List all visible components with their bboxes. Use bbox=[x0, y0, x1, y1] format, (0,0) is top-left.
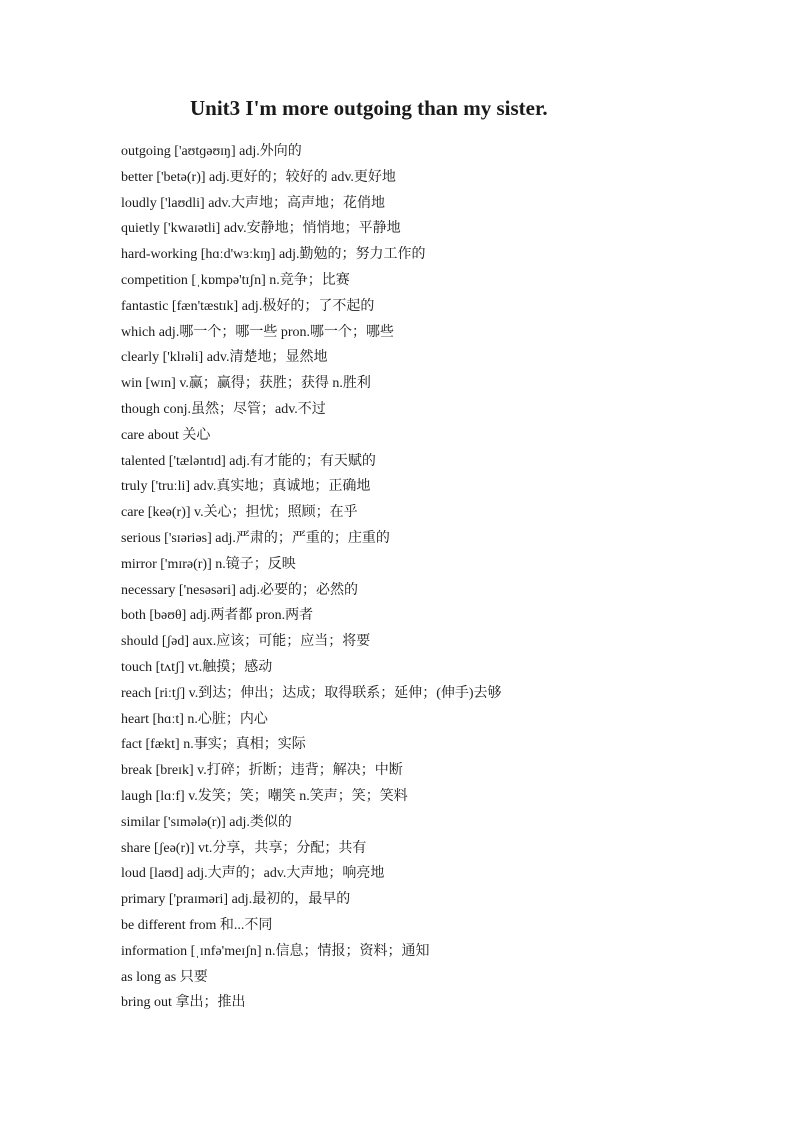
vocabulary-entry: which adj.哪一个；哪一些 pron.哪一个；哪些 bbox=[121, 324, 394, 340]
vocabulary-entry: win [wɪn] v.赢；赢得；获胜；获得 n.胜利 bbox=[121, 376, 371, 392]
vocabulary-list bbox=[121, 142, 502, 1019]
page-title: Unit3 I'm more outgoing than my sister. bbox=[190, 96, 548, 120]
vocabulary-entry: quietly ['kwaɪətli] adv.安静地；悄悄地；平静地 bbox=[121, 221, 401, 237]
vocabulary-entry: hard-working [hɑːd'wɜːkɪŋ] adj.勤勉的；努力工作的 bbox=[121, 247, 426, 263]
vocabulary-entry: outgoing ['aʊtɡəʊɪŋ] adj.外向的 bbox=[121, 144, 302, 159]
vocabulary-entry: fact [fækt] n.事实；真相；实际 bbox=[121, 737, 306, 753]
vocabulary-entry: be different from 和...不同 bbox=[121, 917, 273, 933]
vocabulary-entry: loud [laʊd] adj.大声的；adv.大声地；响亮地 bbox=[121, 866, 385, 882]
vocabulary-entry: care about 关心 bbox=[121, 427, 211, 443]
vocabulary-entry: information [ˌɪnfə'meɪʃn] n.信息；情报；资料；通知 bbox=[121, 943, 430, 959]
vocabulary-entry: break [breɪk] v.打碎；折断；违背；解决；中断 bbox=[121, 763, 403, 779]
vocabulary-entry: similar ['sɪmələ(r)] adj.类似的 bbox=[121, 814, 292, 830]
vocabulary-entry: serious ['sɪəriəs] adj.严肃的；严重的；庄重的 bbox=[121, 530, 390, 546]
vocabulary-entry: loudly ['laʊdli] adv.大声地；高声地；花俏地 bbox=[121, 195, 385, 211]
vocabulary-entry: fantastic [fæn'tæstɪk] adj.极好的；了不起的 bbox=[121, 298, 375, 314]
vocabulary-entry: as long as 只要 bbox=[121, 969, 208, 985]
vocabulary-entry: primary ['praɪməri] adj.最初的，最早的 bbox=[121, 892, 351, 908]
vocabulary-entry: though conj.虽然；尽管；adv.不过 bbox=[121, 401, 326, 417]
vocabulary-entry: bring out 拿出；推出 bbox=[121, 995, 246, 1011]
vocabulary-entry: heart [hɑːt] n.心脏；内心 bbox=[121, 711, 268, 727]
vocabulary-entry: both [bəʊθ] adj.两者都 pron.两者 bbox=[121, 608, 314, 624]
vocabulary-entry: competition [ˌkɒmpə'tɪʃn] n.竞争；比赛 bbox=[121, 272, 350, 288]
vocabulary-entry: reach [riːtʃ] v.到达；伸出；达成；取得联系；延伸；(伸手)去够 bbox=[121, 685, 502, 701]
vocabulary-entry: truly ['truːli] adv.真实地；真诚地；正确地 bbox=[121, 479, 371, 495]
vocabulary-entry: necessary ['nesəsəri] adj.必要的；必然的 bbox=[121, 582, 358, 598]
vocabulary-entry: talented ['tæləntɪd] adj.有才能的；有天赋的 bbox=[121, 453, 376, 469]
vocabulary-entry: mirror ['mɪrə(r)] n.镜子；反映 bbox=[121, 556, 296, 572]
vocabulary-entry: better ['betə(r)] adj.更好的；较好的 adv.更好地 bbox=[121, 169, 396, 185]
vocabulary-entry: clearly ['klɪəli] adv.清楚地；显然地 bbox=[121, 350, 328, 366]
vocabulary-entry: care [keə(r)] v.关心；担忧；照顾；在乎 bbox=[121, 505, 358, 521]
vocabulary-entry: touch [tʌtʃ] vt.触摸；感动 bbox=[121, 659, 273, 675]
vocabulary-entry: should [ʃəd] aux.应该；可能；应当；将要 bbox=[121, 634, 371, 650]
vocabulary-entry: share [ʃeə(r)] vt.分享，共享；分配；共有 bbox=[121, 840, 367, 856]
vocabulary-entry: laugh [lɑːf] v.发笑；笑；嘲笑 n.笑声；笑；笑料 bbox=[121, 788, 408, 804]
